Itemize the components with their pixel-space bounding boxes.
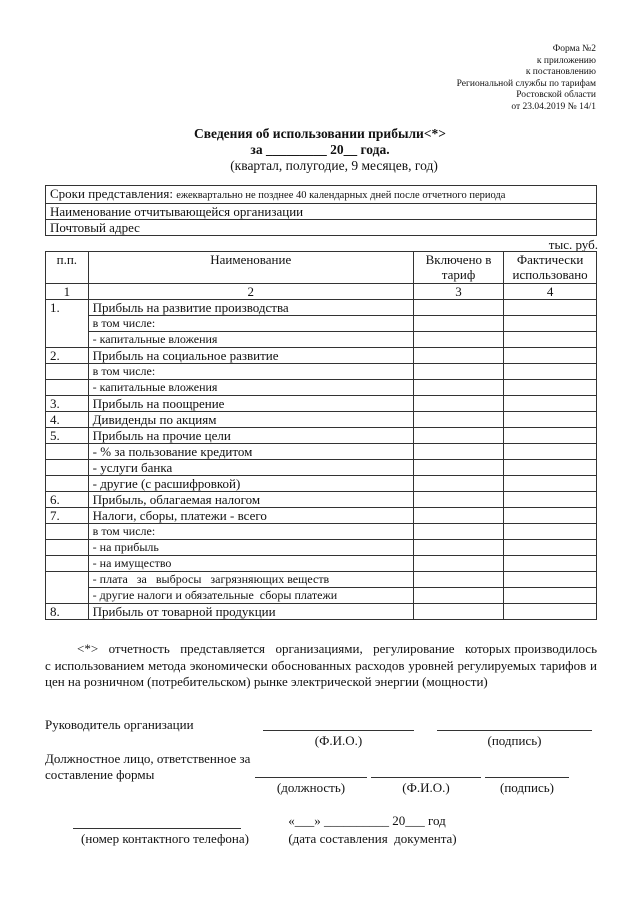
included-cell[interactable] [413,412,503,428]
responsible-position-caption: (должность) [276,780,346,795]
responsible-position-line[interactable] [255,777,367,778]
included-cell[interactable] [413,588,503,604]
actual-cell[interactable] [504,588,597,604]
form-reference-header [457,44,596,114]
postal-address-row[interactable] [46,220,597,236]
table-row [46,524,597,540]
row-name: в том числе: [88,524,413,540]
period-note: (квартал, полугодие, 9 месяцев, год) [230,158,438,173]
row-name: в том числе: [88,316,413,332]
col-index-2: 2 [88,284,413,300]
row-number [46,460,89,476]
actual-cell[interactable] [504,556,597,572]
included-cell[interactable] [413,428,503,444]
responsible-fio-caption: (Ф.И.О.) [402,780,450,795]
org-name-label[interactable]: Наименование отчитывающейся организации [46,204,597,220]
row-name: - другие (с расшифровкой) [88,476,413,492]
actual-cell[interactable] [504,572,597,588]
head-of-organization-label: Руководитель организации [45,717,194,732]
row-number: 1. [46,300,89,348]
table-row [46,460,597,476]
actual-cell[interactable] [504,460,597,476]
included-cell[interactable] [413,380,503,396]
row-name: Прибыль на поощрение [88,396,413,412]
row-name: - на прибыль [88,540,413,556]
responsible-signature-line[interactable] [485,777,569,778]
col-index-4: 4 [504,284,597,300]
table-row [46,412,597,428]
row-number [46,380,89,396]
actual-cell[interactable] [504,540,597,556]
row-name: Дивиденды по акциям [88,412,413,428]
deadline-label: Сроки представления: [50,186,173,201]
included-cell[interactable] [413,396,503,412]
responsible-signature-caption: (подпись) [500,780,554,795]
row-number [46,524,89,540]
units-label: тыс. руб. [548,237,598,252]
table-header-row [46,252,597,284]
row-name: - плата за выбросы загрязняющих веществ [88,572,413,588]
included-cell[interactable] [413,460,503,476]
service-name: Региональной службы по тарифам [456,78,596,89]
row-name: - капитальные вложения [88,380,413,396]
actual-cell[interactable] [504,476,597,492]
table-row [46,540,597,556]
row-name: в том числе: [88,364,413,380]
col-header-included: Включено в тариф [413,252,503,284]
head-fio-caption: (Ф.И.О.) [314,733,363,748]
row-name: - услуги банка [88,460,413,476]
table-row [46,380,597,396]
actual-cell[interactable] [504,332,597,348]
table-row [46,444,597,460]
row-number: 4. [46,412,89,428]
row-number: 3. [46,396,89,412]
deadline-value: ежеквартально не позднее 40 календарных дней после отчетного периода [176,190,506,201]
included-cell[interactable] [413,332,503,348]
table-row [46,428,597,444]
row-number [46,572,89,604]
actual-cell[interactable] [504,492,597,508]
included-cell[interactable] [413,508,503,524]
row-name: Налоги, сборы, платежи - всего [88,508,413,524]
appendix-ref: к приложению [536,55,596,66]
actual-cell[interactable] [504,524,597,540]
actual-cell[interactable] [504,364,597,380]
actual-cell[interactable] [504,508,597,524]
footnote-text: <*> отчетность представляется организациями, регулирование которых производилось с использованием метода экономически обоснованных расходов уровней регулируемых тарифов и цен на розничном (потребительском) рынке электрической энергии (мощности) [45,641,601,689]
included-cell[interactable] [413,444,503,460]
row-number [46,444,89,460]
table-row [46,396,597,412]
actual-cell[interactable] [504,348,597,364]
row-number [46,540,89,556]
document-date-field[interactable]: «___» __________ 20___ год [288,813,446,828]
row-name: Прибыль на прочие цели [88,428,413,444]
included-cell[interactable] [413,572,503,588]
table-row [46,588,597,604]
table-row [46,364,597,380]
responsible-fio-line[interactable] [371,777,481,778]
col-header-name: Наименование [88,252,413,284]
table-row [46,508,597,524]
table-row [46,492,597,508]
document-title: Сведения об использовании прибыли<*> [194,126,446,141]
org-name-row[interactable] [46,204,597,220]
head-signature-line[interactable] [437,730,592,731]
actual-cell[interactable] [504,380,597,396]
actual-cell[interactable] [504,412,597,428]
row-name: - на имущество [88,556,413,572]
row-name: - % за пользование кредитом [88,444,413,460]
table-row [46,348,597,364]
row-number: 8. [46,604,89,620]
actual-cell[interactable] [504,444,597,460]
actual-cell[interactable] [504,428,597,444]
period-line: за _________ 20__ года. [250,142,390,157]
head-signature-caption: (подпись) [487,733,542,748]
document-title-block [0,126,640,174]
row-name: Прибыль на развитие производства [88,300,413,316]
region-name: Ростовской области [516,90,596,101]
row-name: Прибыль на социальное развитие [88,348,413,364]
included-cell[interactable] [413,476,503,492]
profit-usage-table [45,251,597,620]
contact-phone-caption: (номер контактного телефона) [81,831,249,846]
resolution-date: от 23.04.2019 № 14/1 [511,101,596,112]
included-cell[interactable] [413,492,503,508]
included-cell[interactable] [413,348,503,364]
table-row [46,556,597,572]
included-cell[interactable] [413,300,503,316]
responsible-person-label-1: Должностное лицо, ответственное за [45,751,251,766]
included-cell[interactable] [413,604,503,620]
contact-phone-line[interactable] [73,828,241,829]
included-cell[interactable] [413,524,503,540]
row-number [46,364,89,380]
col-header-number: п.п. [46,252,89,284]
table-row [46,300,597,316]
row-name: Прибыль от товарной продукции [88,604,413,620]
table-row [46,572,597,588]
row-number: 2. [46,348,89,364]
col-index-1: 1 [46,284,89,300]
table-row [46,604,597,620]
actual-cell[interactable] [504,300,597,316]
deadline-row [46,186,597,204]
col-index-3: 3 [413,284,503,300]
document-date-caption: (дата составления документа) [288,831,457,846]
actual-cell[interactable] [504,316,597,332]
col-header-actual: Фактически использовано [504,252,597,284]
actual-cell[interactable] [504,396,597,412]
included-cell[interactable] [413,556,503,572]
table-row [46,316,597,332]
form-number: Форма №2 [552,44,596,54]
table-row [46,332,597,348]
included-cell[interactable] [413,540,503,556]
included-cell[interactable] [413,364,503,380]
table-row [46,476,597,492]
row-number: 6. [46,492,89,508]
postal-address-label[interactable]: Почтовый адрес [46,220,597,236]
deadline-cell [46,186,597,204]
column-index-row [46,284,597,300]
row-name: - другие налоги и обязательные сборы платежи [88,588,413,604]
actual-cell[interactable] [504,604,597,620]
row-name: Прибыль, облагаемая налогом [88,492,413,508]
resolution-ref: к постановлению [525,67,596,78]
responsible-person-label-2: составление формы [45,767,155,782]
row-number [46,556,89,572]
row-name: - капитальные вложения [88,332,413,348]
head-fio-line[interactable] [263,730,414,731]
included-cell[interactable] [413,316,503,332]
organization-info-table [45,185,597,236]
row-number [46,476,89,492]
row-number: 5. [46,428,89,444]
row-number: 7. [46,508,89,524]
